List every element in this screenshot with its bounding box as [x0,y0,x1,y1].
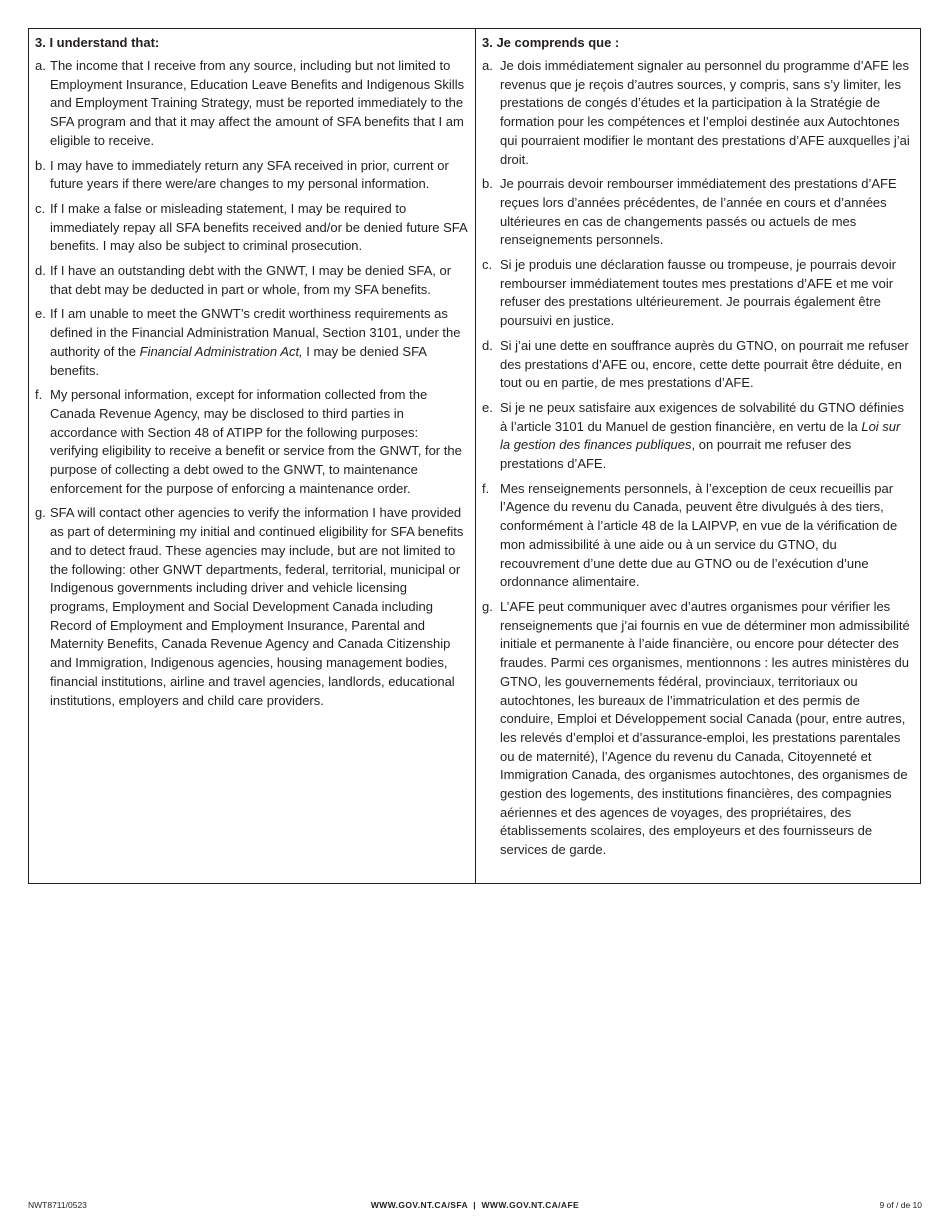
item-label: b. [482,176,493,192]
item-text-part: I may be denied SFA benefits. [50,343,427,378]
item-text: If I have an outstanding debt with the GNWT, I may be denied SFA, or that debt may be deducted in part or whole, from my SFA benefits. [50,263,452,297]
list-item [482,337,914,393]
item-text-part: If I am unable to meet the GNWT’s credit worthiness requirements as defined in the Financial Administration Manual, Section 3101, under the authority of the [50,306,461,359]
item-label: a. [35,58,46,73]
section-heading-en: 3. I understand that: [35,35,160,50]
item-text: If I make a false or misleading statement, I may be required to immediately repay all SFA benefits received and/or be denied future SFA benefits. I may also be subject to criminal prosecution. [50,200,467,254]
item-text: Mes renseignements personnels, à l’exception de ceux recueillis par l’Agence du revenu du Canada, peuvent être divulgués à des tiers, conformément à l’article 48 de la LAIPVP, en vue de la vérification de mon admissibilité à une aide ou à un service du GTNO, du recouvrement d’une dette due au GTNO ou de l’exécution d’une ordonnance alimentaire. [500,480,898,590]
section-heading-fr: 3. Je comprends que : [482,35,620,50]
act-title: Financial Administration Act, [139,343,303,359]
list-item [482,598,914,860]
list-item [482,399,914,474]
item-label: a. [482,58,493,73]
item-label: f. [482,480,490,496]
item-text: Je pourrais devoir rembourser immédiatement des prestations d’AFE reçues lors d’années précédentes, de l’année en cours et d’années ultérieures en cas de changements passés ou actuels de mes renseignements personnels. [500,176,897,248]
item-label: f. [35,387,43,403]
item-text [500,399,914,474]
item-text: SFA will contact other agencies to verify the information I have provided as part of determining my initial and continued eligibility for SFA benefits and to detect fraud. These agencies may include, but are not limited to the following: other GNWT departments, federal, territorial, municipal or Indigenous governments including driver and vehicle licensing programs, Employment and Social Development Canada including Record of Employment and Employment Insurance, Parental and Maternity Benefits, Canada Revenue Agency and Canada Citizenship and Immigration, Indigenous agencies, housing management bodies, financial institutions, airline and travel agencies, landlords, educational institutions, employers and child care providers. [50,505,464,708]
item-label: b. [35,157,46,173]
list-item [482,256,914,331]
item-text: I may have to immediately return any SFA received in prior, current or future years if there were/are changes to my personal information. [50,157,449,192]
list-item [482,175,914,250]
english-column [29,29,476,883]
page-number: 9 of / de 10 [879,1200,922,1210]
list-item [35,200,469,256]
item-label: g. [482,598,493,614]
form-code: NWT8711/0523 [28,1200,87,1210]
list-item [35,262,469,299]
list-item [35,157,469,194]
item-label: g. [35,505,46,521]
item-label: c. [482,257,493,273]
footer-urls: WWW.GOV.NT.CA/SFA | WWW.GOV.NT.CA/AFE [370,1200,580,1210]
act-title: Loi sur la gestion des finances publiques [500,418,901,453]
item-label: c. [35,200,46,216]
item-text [50,305,469,380]
item-text: The income that I receive from any source, including but not limited to Employment Insurance, Education Leave Benefits and Indigenous Skills and Employment Training Strategy, must be reported immediately to the SFA program and that it may affect the amount of SFA benefits that I am eligible to receive. [50,58,465,148]
item-label: d. [482,337,493,353]
list-item [35,57,469,151]
item-text: Je dois immédiatement signaler au personnel du programme d’AFE les revenus que je reçois d’autres sources, y compris, sans s’y limiter, les prestations de congés d’études et la participation à la Stratégie de formation pour les compétences et l’emploi destinée aux Autochtones qui pourraient modifier le montant des prestations d’AFE auxquelles j’ai droit. [500,58,910,167]
list-item [35,305,469,380]
page-footer [28,1199,922,1211]
item-label: d. [35,263,46,279]
french-column [476,29,920,883]
item-text-part: Si je ne peux satisfaire aux exigences de solvabilité du GTNO définies à l’article 3101 du Manuel de gestion financière, en vertu de la [500,399,904,434]
item-text: L’AFE peut communiquer avec d’autres organismes pour vérifier les renseignements que j’ai fournis en vue de déterminer mon admissibilité initiale et permanente à l’aide financière, ou encore pour détecter des fraudes. Parmi ces organismes, mentionnons : les autres ministères du GTNO, les gouvernements fédéral, provinciaux, territoriaux ou autochtones, les bureaux de l’immatriculation et des permis de conduire, Emploi et Développement social Canada (pour, entre autres, les relevés d’emploi et d’assurance-emploi, les prestations parentales ou de maternité), l’Agence du revenu du Canada, Citoyenneté et Immigration Canada, des organismes autochtones, des organismes de gestion des logements, des institutions financières, des compagnies aériennes et des agences de voyages, des propriétaires, des établissements scolaires, des employeurs et des fournisseurs de services de garde. [500,598,910,858]
list-item [482,57,914,169]
list-item [482,480,914,592]
item-label: e. [35,306,46,322]
item-text-part: , on pourrait me refuser des prestations d’AFE. [500,437,852,472]
acknowledgement-table [28,28,921,884]
item-label: e. [482,399,493,415]
list-item [35,504,469,710]
item-text: My personal information, except for information collected from the Canada Revenue Agency, may be disclosed to third parties in accordance with Section 48 of ATIPP for the following purposes: verifying eligibility to receive a benefit or service from the GNWT, for the purpose of collecting a debt owed to the GNWT, to maintenance enforcement for the purpose of enforcing a maintenance order. [50,387,462,496]
list-item [35,386,469,498]
item-text: Si je produis une déclaration fausse ou trompeuse, je pourrais devoir rembourser immédiatement toutes mes prestations d’AFE et me voir refuser des prestations ultérieurement. Je pourrais également être poursuivi en justice. [500,257,897,329]
item-text: Si j’ai une dette en souffrance auprès du GTNO, on pourrait me refuser des prestations d’AFE ou, encore, cette dette pourrait être déduite, en tout ou en partie, de mes prestations d’AFE. [500,337,909,391]
